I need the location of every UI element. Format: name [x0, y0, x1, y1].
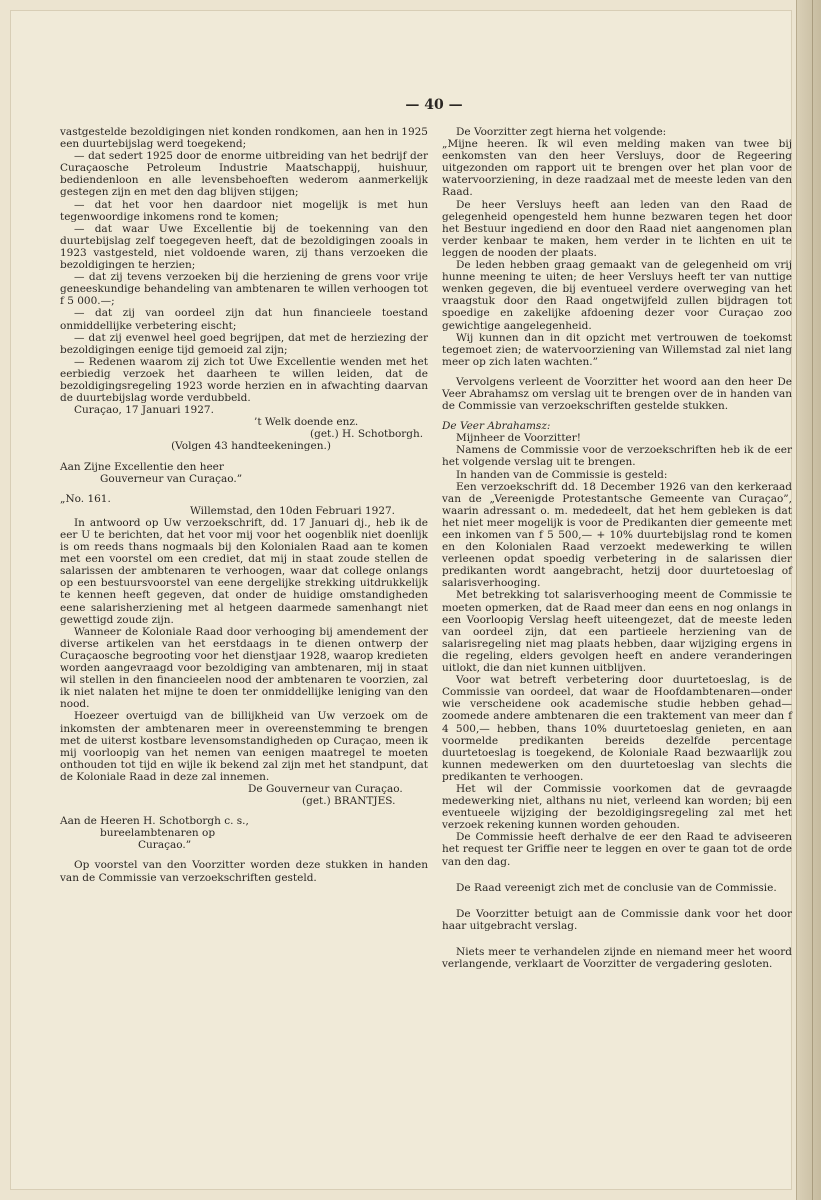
paragraph: Het wil der Commissie voorkomen dat de gevraagde medewerking niet, althans nu niet, verleend kan worden; bij een eventueele wijziging der bezoldigingsregeling zal met het verzoek rekening kunnen worden gehouden. — [442, 782, 792, 832]
paragraph: Mijnheer de Voorzitter! — [456, 432, 582, 445]
paragraph: Aan de Heeren H. Schotborgh c. s., — [60, 815, 249, 828]
paragraph: De Gouverneur van Curaçao. — [248, 782, 403, 795]
paragraph: In handen van de Commissie is gesteld: — [456, 468, 668, 481]
paragraph: Wij kunnen dan in dit opzicht met vertrouwen de toekomst tegemoet zien; de watervoorziening van Willemstad zal niet lang meer op zich laten wachten.” — [442, 331, 792, 368]
spacer — [442, 932, 792, 946]
paragraph: Een verzoekschrift dd. 18 December 1926 van den kerkeraad van de „Vereenigde Protestantsche Gemeente van Curaçao”, waarin adressant o. m. mededeelt, dat het hem gebleken is dat het niet meer mogelijk is voor de Predikanten dier gemeente met een inkomen van f 5 500,— + 10% duurtebijslag rond te komen en den Kolonialen Raad verzoekt medewerking te willen verleenen opdat spoedig verbetering in de salarissen dier predikanten wordt aangebracht, hetzij door duurtetoeslag of salarisverhooging. — [442, 480, 792, 590]
paragraph: Gouverneur van Curaçao.” — [100, 472, 243, 485]
paragraph: „No. 161. — [60, 492, 111, 505]
paragraph: — dat zij evenwel heel goed begrijpen, dat met de herziezing der bezoldigingen eenige tijd gemoeid zal zijn; — [60, 331, 428, 356]
spacer — [442, 368, 792, 376]
spacer — [60, 453, 428, 461]
paragraph: Op voorstel van den Voorzitter worden deze stukken in handen van de Commissie van verzoekschriften gesteld. — [60, 859, 428, 884]
paragraph: bureelambtenaren op — [100, 827, 216, 840]
paragraph: — dat zij tevens verzoeken bij die herziening de grens voor vrije geneeskundige behandeling van ambtenaren te willen verhoogen tot f 5 000.—; — [60, 271, 428, 308]
paragraph: De Voorzitter betuigt aan de Commissie dank voor het door haar uitgebracht verslag. — [442, 907, 792, 932]
paragraph: In antwoord op Uw verzoekschrift, dd. 17 Januari dj., heb ik de eer U te berichten, dat het voor mij voor het oogenblik niet doenlijk is om reeds thans nogmaals bij den Kolonialen Raad aan te komen met een voorstel om een crediet, dat mij in staat zoude stellen de salarissen der ambtenaren te verhoogen, waar dat college onlangs op een bestuursvoorstel van eene dergelijke strekking uitdrukkelijk te kennen heeft gegeven, dat onder de huidige omstandigheden eene salarisherziening met al hetgeen daarmede samenhangt niet gewettigd zoude zijn. — [60, 516, 428, 626]
paragraph: De Commissie heeft derhalve de eer den Raad te adviseeren het request ter Griffie neer te leggen en over te gaan tot de orde van den dag. — [442, 831, 792, 868]
paragraph: (get.) BRANTJES. — [302, 795, 396, 808]
paragraph: De leden hebben graag gemaakt van de gelegenheid om vrij hunne meening te uiten; de heer Versluys heeft ter van nuttige wenken gegeven, die bij eventueel verdere overweging van het vraagstuk door den Raad ongetwijfeld zullen bijdragen tot spoedige en zakelijke afdoening dezer voor Curaçao zoo gewichtige aangelegenheid. — [442, 259, 792, 332]
paragraph: (Volgen 43 handteekeningen.) — [171, 440, 331, 453]
spacer — [60, 485, 428, 493]
left-column — [60, 126, 428, 884]
paragraph: vastgestelde bezoldigingen niet konden rondkomen, aan hen in 1925 een duurtebijslag werd toegekend; — [60, 126, 428, 151]
spacer — [442, 894, 792, 908]
paragraph: De heer Versluys heeft aan leden van den Raad de gelegenheid opengesteld hem hunne bezwaren tegen het door het Bestuur ingediend en door den Raad niet aangenomen plan verder kenbaar te maken, hem verder in te lichten en uit te leggen de nooden der plaats. — [442, 198, 792, 259]
paragraph: Curaçao.” — [138, 839, 192, 852]
paragraph: „Mijne heeren. Ik wil even melding maken van twee bij eenkomsten van den heer Versluys, door de Regeering uitgezonden om rapport uit te brengen over het plan voor de watervoorziening, in deze raadzaal met de meeste leden van den Raad. — [442, 138, 792, 199]
spacer — [442, 868, 792, 882]
paragraph: Niets meer te verhandelen zijnde en niemand meer het woord verlangende, verklaart de Voorzitter de vergadering gesloten. — [442, 945, 792, 970]
paragraph: — dat waar Uwe Excellentie bij de toekenning van den duurtebijslag zelf toegegeven heeft, dat de bezoldigingen zooals in 1923 vastgesteld, niet voldoende waren, zij thans verzoeken die bezoldigingen te herzien; — [60, 222, 428, 272]
paragraph: De Veer Abrahamsz: — [442, 420, 551, 433]
spacer — [60, 851, 428, 859]
paragraph: (get.) H. Schotborgh. — [310, 428, 424, 441]
spacer — [442, 412, 792, 420]
page-number: — 40 — — [405, 97, 463, 113]
paragraph: Met betrekking tot salarisverhooging meent de Commissie te moeten opmerken, dat de Raad meer dan eens en nog onlangs in een Voorloopig Verslag heeft uiteengezet, dat de meeste leden van oordeel zijn, dat een partieele herziening van de salarisregeling niet mag plaats hebben, daar wijziging ergens in die regeling, elders gevolgen heeft en andere veranderingen uitlokt, die dan niet kunnen uitblijven. — [442, 589, 792, 675]
paragraph: — dat het voor hen daardoor niet mogelijk is met hun tegenwoordige inkomens rond te komen; — [60, 198, 428, 223]
paragraph: Namens de Commissie voor de verzoekschriften heb ik de eer het volgende verslag uit te brengen. — [442, 444, 792, 469]
paragraph: Aan Zijne Excellentie den heer — [60, 460, 224, 473]
paragraph: Vervolgens verleent de Voorzitter het woord aan den heer De Veer Abrahamsz om verslag uit te brengen over de in handen van de Commissie van verzoekschriften gestelde stukken. — [442, 375, 792, 413]
paragraph: Hoezeer overtuigd van de billijkheid van Uw verzoek om de inkomsten der ambtenaren meer in overeenstemming te brengen met de uiterst kostbare levensomstandigheden op Curaçao, meen ik mij voorloopig van het nemen van eenigen maatregel te moeten onthouden tot tijd en wijle ik bekend zal zijn met het standpunt, dat de Koloniale Raad in deze zal innemen. — [60, 710, 428, 783]
paragraph: Voor wat betreft verbetering door duurtetoeslag, is de Commissie van oordeel, dat waar de Hoofdambtenaren—onder wie verscheidene ook academische studie hebben gehad—zoomede andere ambtenaren die een traktement van meer dan f 4 500,— hebben, thans 10% duurtetoeslag genieten, en aan voormelde predikanten bereids dezelfde percentage duurtetoeslag is toegekend, de Koloniale Raad bezwaarlijk zou kunnen medewerken om den duurtetoeslag van slechts die predikanten te verhoogen. — [442, 674, 792, 783]
next-page-edge — [796, 0, 821, 1200]
paragraph: — dat zij van oordeel zijn dat hun financieele toestand onmiddellijke verbetering eischt; — [60, 307, 428, 332]
right-column — [442, 126, 792, 970]
paragraph: Willemstad, den 10den Februari 1927. — [190, 504, 396, 517]
paragraph: — Redenen waarom zij zich tot Uwe Excellentie wenden met het eerbiedig verzoek het daarheen te willen leiden, dat de bezoldigingsregeling 1923 worde herzien en in afwachting daarvan de duurtebijslag worde verdubbeld. — [60, 355, 428, 405]
paragraph: ’t Welk doende enz. — [254, 416, 359, 429]
paragraph: — dat sedert 1925 door de enorme uitbreiding van het bedrijf der Curaçaosche Petroleum Industrie Maatschappij, huishuur, bediendenloon en alle levensbehoeften wederom aanmerkelijk gestegen zijn en met den dag blijven stijgen; — [60, 150, 428, 199]
paragraph: De Raad vereenigt zich met de conclusie van de Commissie. — [456, 881, 777, 894]
paragraph: De Voorzitter zegt hierna het volgende: — [456, 126, 667, 138]
paragraph: Wanneer de Koloniale Raad door verhooging bij amendement der diverse artikelen van het eerstdaags in te dienen ontwerp der Curaçaosche begrooting voor het dienstjaar 1928, waarop kredieten worden aangevraagd voor bezoldiging van ambtenaren, mij in staat wil stellen in den financieelen nood der ambtenaren te voorzien, zal ik niet nalaten het mijne te doen ter onmiddellijke leniging van den nood. — [60, 625, 428, 711]
spacer — [60, 807, 428, 815]
paragraph: Curaçao, 17 Januari 1927. — [74, 404, 214, 417]
